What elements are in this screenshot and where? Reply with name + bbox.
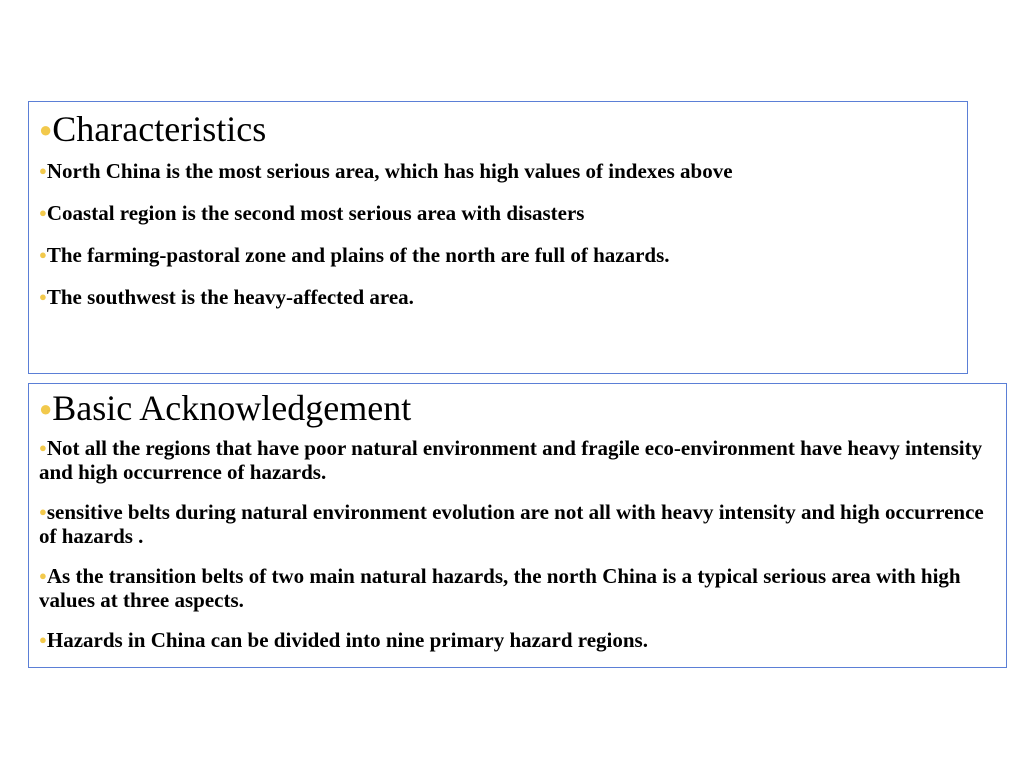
bullet-icon: ● xyxy=(39,205,47,220)
list-item xyxy=(39,201,957,225)
bullet-icon: ● xyxy=(39,396,53,421)
list-item xyxy=(39,159,957,183)
bullet-icon: ● xyxy=(39,440,47,455)
acknowledgement-heading xyxy=(39,385,996,432)
list-item-text: sensitive belts during natural environment evolution are not all with heavy intensity and high occurrence of hazards . xyxy=(39,500,984,548)
bullet-icon: ● xyxy=(39,568,47,583)
list-item xyxy=(39,243,957,267)
bullet-icon: ● xyxy=(39,289,47,304)
bullet-icon: ● xyxy=(39,163,47,178)
list-item-text: North China is the most serious area, which has high values of indexes above xyxy=(46,159,733,183)
list-item-text: As the transition belts of two main natural hazards, the north China is a typical serious area with high values at three aspects. xyxy=(39,564,961,612)
bullet-icon: ● xyxy=(39,632,47,647)
characteristics-heading xyxy=(39,106,957,153)
list-item-text: Coastal region is the second most serious area with disasters xyxy=(46,201,585,225)
list-item xyxy=(39,285,957,309)
list-item-text: Hazards in China can be divided into nine primary hazard regions. xyxy=(46,628,648,652)
bullet-icon: ● xyxy=(39,247,47,262)
list-item xyxy=(39,436,996,484)
list-item xyxy=(39,628,996,652)
list-item-text: The southwest is the heavy-affected area. xyxy=(46,285,414,309)
list-item xyxy=(39,500,996,548)
bullet-icon: ● xyxy=(39,504,47,519)
acknowledgement-box xyxy=(28,383,1007,668)
acknowledgement-heading-text: Basic Acknowledgement xyxy=(52,388,412,428)
characteristics-heading-text: Characteristics xyxy=(52,109,267,149)
list-item-text: Not all the regions that have poor natural environment and fragile eco-environment have heavy intensity and high occurrence of hazards. xyxy=(39,436,983,484)
list-item-text: The farming-pastoral zone and plains of the north are full of hazards. xyxy=(46,243,670,267)
list-item xyxy=(39,564,996,612)
characteristics-box xyxy=(28,101,968,374)
bullet-icon: ● xyxy=(39,117,53,142)
